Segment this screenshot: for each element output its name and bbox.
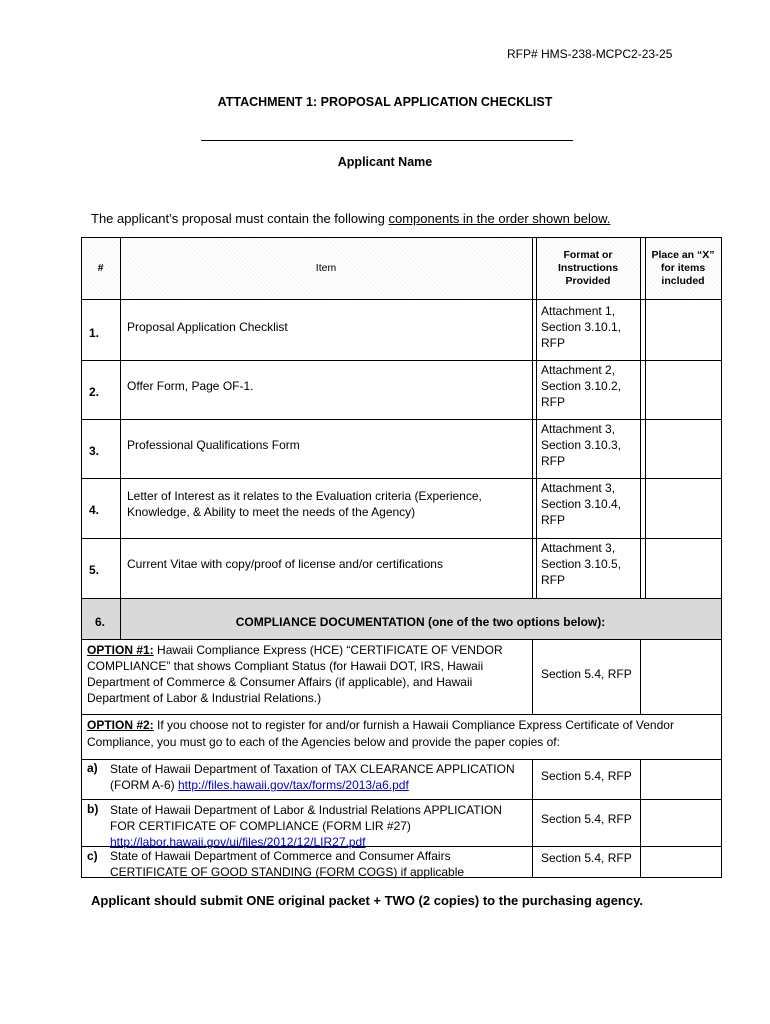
header-num: # (97, 261, 104, 274)
format-line: Attachment 3, (541, 422, 616, 436)
sub-item-a-text (110, 761, 530, 793)
intro-underlined: components in the order shown below. (388, 211, 611, 226)
header-place: Place an “X” for items included (651, 248, 715, 287)
sub-item-a-letter: a) (87, 761, 98, 775)
page-title: ATTACHMENT 1: PROPOSAL APPLICATION CHECKLIST (217, 95, 553, 109)
option-1-format: Section 5.4, RFP (541, 667, 632, 681)
sub-item-c-checkbox-cell[interactable] (645, 846, 721, 877)
sub-item-b-checkbox-cell[interactable] (645, 799, 721, 846)
row-5-checkbox-cell[interactable] (645, 538, 721, 598)
compliance-heading: COMPLIANCE DOCUMENTATION (one of the two options below): (235, 615, 606, 629)
grid-line (81, 877, 722, 878)
option-2-body: If you choose not to register for and/or furnish a Hawaii Compliance Express Certificate of Vendor Compliance, you must go to each of the Agencies below and provide the paper copies of: (87, 718, 674, 749)
sub-item-c-text: State of Hawaii Department of Commerce and Consumer Affairs CERTIFICATE OF GOOD STANDING (FORM COGS) if applicable (110, 849, 465, 879)
format-line: RFP (541, 513, 565, 527)
sub-item-b-text (110, 802, 530, 850)
format-line: RFP (541, 336, 565, 350)
format-line: Attachment 2, (541, 363, 616, 377)
grid-line (645, 237, 646, 598)
header-item: Item (315, 261, 337, 274)
grid-line (532, 759, 533, 877)
format-line: Section 3.10.1, (541, 320, 622, 334)
grid-line (81, 639, 722, 640)
row-1-item: Proposal Application Checklist (127, 320, 288, 334)
row-5-format (541, 540, 639, 588)
grid-line (81, 714, 722, 715)
option-1-text (87, 642, 527, 706)
row-5-item: Current Vitae with copy/proof of license and/or certifications (127, 557, 443, 571)
option-1-body: Hawaii Compliance Express (HCE) “CERTIFICATE OF VENDOR COMPLIANCE” that shows Compliant Status (for Hawaii DOT, IRS, Hawaii Department of Commerce & Consumer Affairs (if applicable), and Hawaii Department of Labor & Industrial Relations.) (87, 643, 503, 705)
format-line: Attachment 3, (541, 541, 616, 555)
sub-item-b-link[interactable]: http://labor.hawaii.gov/ui/files/2012/12/LIR27.pdf (110, 835, 366, 849)
grid-line (640, 639, 641, 714)
row-2-checkbox-cell[interactable] (645, 360, 721, 419)
format-line: Section 3.10.3, (541, 438, 622, 452)
sub-item-a-body: State of Hawaii Department of Taxation of TAX CLEARANCE APPLICATION (FORM A-6) (110, 762, 515, 792)
sub-item-a-checkbox-cell[interactable] (645, 759, 721, 799)
sub-item-b-body: State of Hawaii Department of Labor & Industrial Relations APPLICATION FOR CERTIFICATE OF COMPLIANCE (FORM LIR #27) (110, 803, 502, 833)
sub-item-c-format: Section 5.4, RFP (541, 851, 632, 865)
submission-note: Applicant should submit ONE original packet + TWO (2 copies) to the purchasing agency. (91, 893, 643, 908)
grid-line (81, 598, 722, 599)
applicant-name-line (201, 140, 573, 141)
grid-line (81, 799, 722, 800)
grid-line (81, 538, 722, 539)
row-3-item: Professional Qualifications Form (127, 438, 300, 452)
row-4-checkbox-cell[interactable] (645, 478, 721, 538)
format-line: Attachment 3, (541, 481, 616, 495)
row-2-num: 2. (89, 385, 100, 399)
intro-prefix: The applicant’s proposal must contain the following (91, 211, 389, 226)
grid-line (81, 299, 722, 300)
grid-line (536, 237, 537, 598)
row-4-item: Letter of Interest as it relates to the Evaluation criteria (Experience, Knowledge, & Ability to meet the needs of the Agency) (127, 489, 482, 519)
grid-line (640, 237, 641, 598)
grid-line (81, 759, 722, 760)
row-1-format (541, 303, 639, 351)
row-1-num: 1. (89, 326, 100, 340)
grid-line (81, 237, 82, 877)
format-line: Section 3.10.2, (541, 379, 622, 393)
format-line: Section 3.10.4, (541, 497, 622, 511)
format-line: Attachment 1, (541, 304, 616, 318)
row-3-num: 3. (89, 444, 100, 458)
intro-text (91, 211, 610, 226)
row-5-num: 5. (89, 563, 100, 577)
grid-line (532, 237, 533, 598)
row-3-checkbox-cell[interactable] (645, 419, 721, 478)
row-4-format (541, 480, 639, 528)
sub-item-a-format: Section 5.4, RFP (541, 769, 632, 783)
grid-line (81, 419, 722, 420)
row-2-item: Offer Form, Page OF-1. (127, 379, 254, 393)
option-1-checkbox-cell[interactable] (645, 639, 721, 714)
sub-item-c-letter: c) (87, 849, 98, 863)
sub-item-a-link[interactable]: http://files.hawaii.gov/tax/forms/2013/a6.pdf (178, 778, 409, 792)
applicant-name-label: Applicant Name (337, 155, 433, 169)
grid-line (120, 237, 121, 639)
grid-line (81, 360, 722, 361)
sub-item-b-letter: b) (87, 802, 99, 816)
row-6-num: 6. (95, 615, 106, 629)
row-3-format (541, 421, 639, 469)
format-line: RFP (541, 395, 565, 409)
header-format: Format or Instructions Provided (557, 248, 619, 287)
option-1-label: OPTION #1: (87, 643, 154, 657)
grid-line (81, 237, 722, 238)
grid-line (81, 478, 722, 479)
row-4-num: 4. (89, 503, 100, 517)
grid-line (532, 639, 533, 714)
grid-line (640, 759, 641, 877)
row-1-checkbox-cell[interactable] (645, 300, 721, 360)
sub-item-b-format: Section 5.4, RFP (541, 812, 632, 826)
option-2-label: OPTION #2: (87, 718, 154, 732)
format-line: Section 3.10.5, (541, 557, 622, 571)
option-2-text (87, 717, 717, 751)
row-2-format (541, 362, 639, 410)
format-line: RFP (541, 573, 565, 587)
grid-line (81, 846, 722, 847)
rfp-number: RFP# HMS-238-MCPC2-23-25 (507, 47, 673, 61)
format-line: RFP (541, 454, 565, 468)
grid-line (721, 237, 722, 877)
